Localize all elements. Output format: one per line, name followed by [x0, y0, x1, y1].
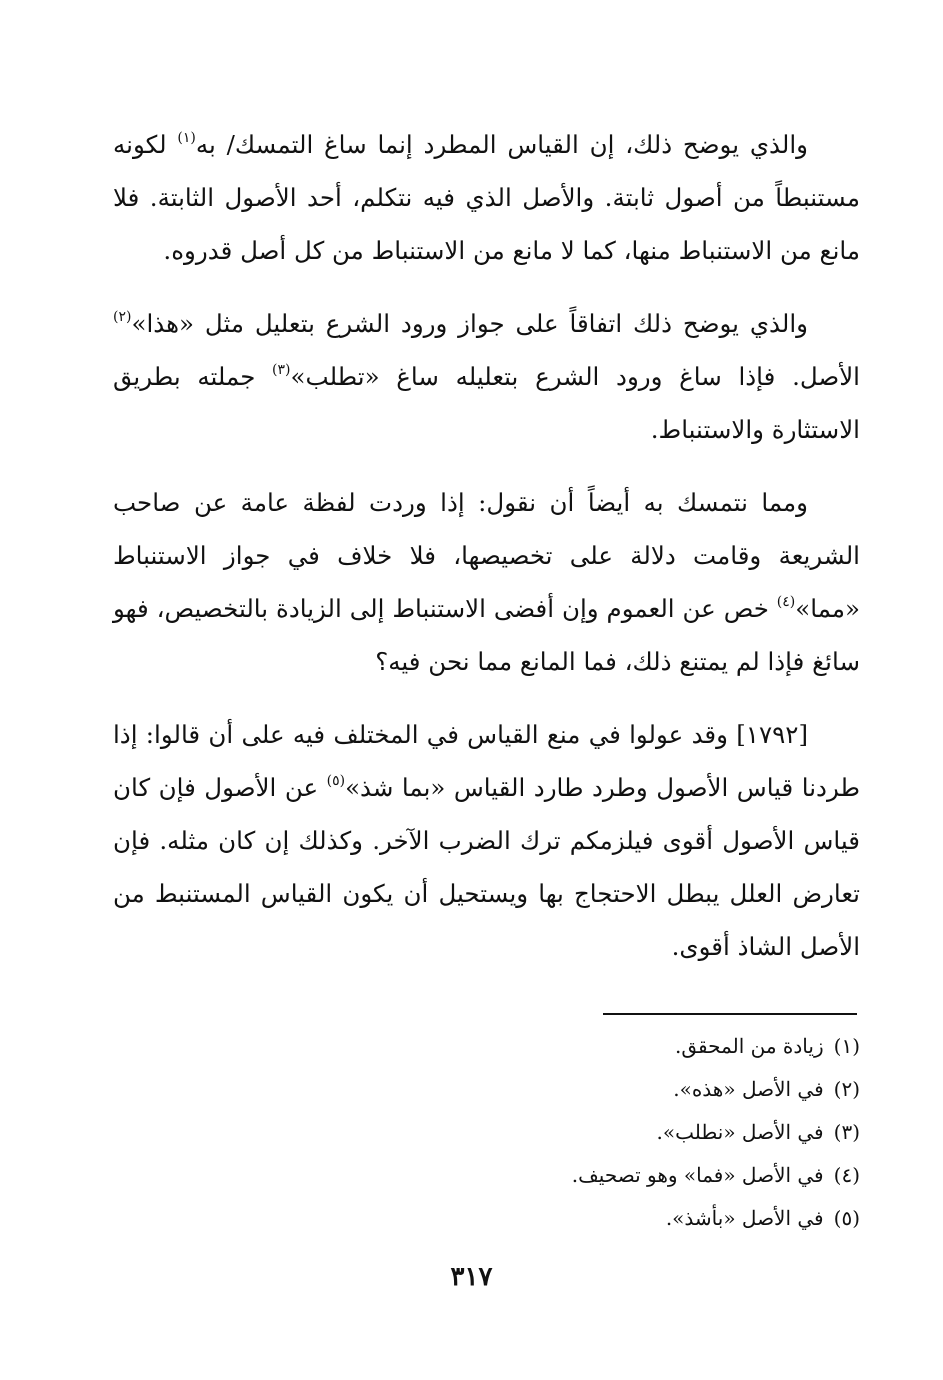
paragraph-text: والذي يوضح ذلك اتفاقاً على جواز ورود الشرع بتعليل مثل «هذا» — [131, 309, 808, 338]
footnote-1 — [113, 1025, 860, 1068]
footnote-ref: (٣) — [272, 362, 291, 378]
footnote-text: زيادة من المحقق. — [674, 1034, 824, 1058]
footnote-3 — [113, 1111, 860, 1154]
footnote-text: في الأصل «هذه». — [673, 1077, 824, 1101]
paragraph-text: عن الأصول فإن كان قياس الأصول أقوى فيلزمكم ترك الضرب الآخر. وكذلك إن كان مثله. فإن تعارض العلل يبطل الاحتجاج بها ويستحيل أن يكون القياس المستنبط من الأصل الشاذ أقوى. — [113, 773, 860, 961]
footnote-text: في الأصل «فما» وهو تصحيف. — [571, 1163, 824, 1187]
paragraph-text: والذي يوضح ذلك، إن القياس المطرد إنما ساغ التمسك/ به — [195, 130, 808, 159]
paragraph-4 — [113, 708, 860, 973]
footnote-number: (٥) — [833, 1206, 860, 1230]
footnote-text: في الأصل «نطلب». — [656, 1120, 824, 1144]
footnote-ref: (١) — [177, 130, 196, 146]
footnote-ref: (٤) — [776, 594, 796, 610]
paragraph-2 — [113, 297, 860, 456]
footnote-number: (٤) — [833, 1163, 860, 1187]
footnote-number: (١) — [833, 1034, 860, 1058]
page-number: ٣١٧ — [450, 1262, 493, 1292]
footnote-number: (٢) — [833, 1077, 860, 1101]
paragraph-1 — [113, 118, 860, 277]
footnote-5 — [113, 1197, 860, 1240]
footnote-ref: (٥) — [326, 773, 346, 789]
paragraph-text: ومما نتمسك به أيضاً أن نقول: إذا وردت لفظة عامة عن صاحب الشريعة وقامت دلالة على تخصيصها، فلا خلاف في جواز الاستنباط «مما» — [113, 488, 860, 623]
footnotes — [113, 1025, 860, 1240]
paragraph-text: [١٧٩٢] وقد عولوا في منع القياس في المختلف فيه على أن قالوا: إذا طردنا قياس الأصول وطرد طارد القياس «بما شذ» — [113, 720, 860, 802]
footnote-text: في الأصل «بأشذ». — [665, 1206, 824, 1230]
paragraph-text: لكونه مستنبطاً من أصول ثابتة. والأصل الذي فيه نتكلم، أحد الأصول الثابتة. فلا مانع من الاستنباط منها، كما لا مانع من الاستنباط من كل أصل قدروه. — [113, 130, 860, 265]
footnote-2 — [113, 1068, 860, 1111]
footnote-divider — [603, 1013, 857, 1015]
paragraph-text: خص عن العموم وإن أفضى الاستنباط إلى الزيادة بالتخصيص، فهو سائغ فإذا لم يمتنع ذلك، فما المانع مما نحن فيه؟ — [113, 594, 860, 676]
footnote-ref: (٢) — [113, 309, 132, 325]
paragraph-text: جملته بطريق الاستثارة والاستنباط. — [113, 362, 860, 444]
footnote-4 — [113, 1154, 860, 1197]
paragraph-text: الأصل. فإذا ساغ ورود الشرع بتعليله ساغ «تطلب» — [290, 362, 860, 391]
footnote-number: (٣) — [833, 1120, 860, 1144]
body-text — [113, 118, 860, 993]
paragraph-3 — [113, 476, 860, 688]
